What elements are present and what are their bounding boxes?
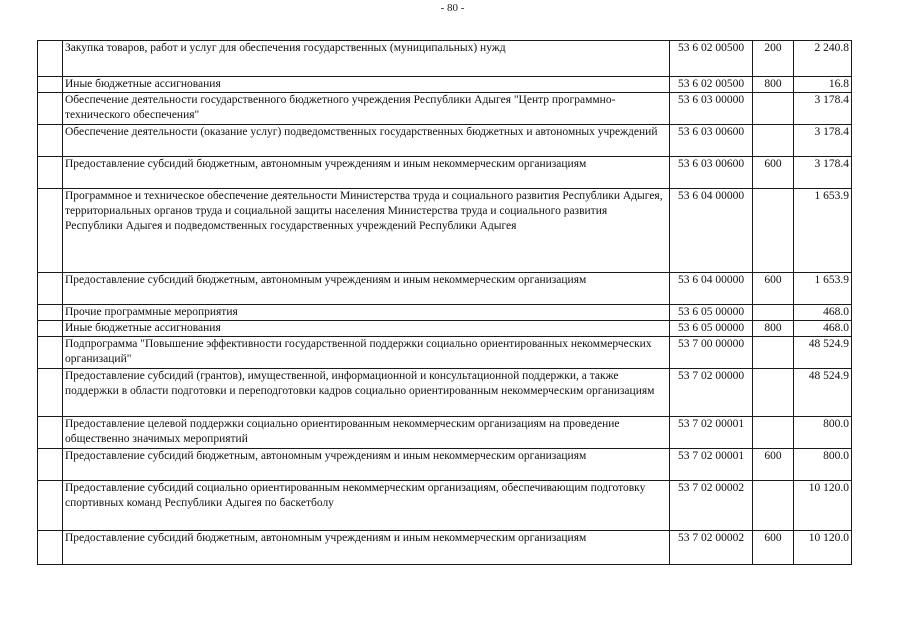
row-description: Закупка товаров, работ и услуг для обеспечения государственных (муниципальных) нужд [63,41,670,77]
row-expense-type: 200 [753,41,794,77]
row-code: 53 6 03 00600 [670,157,753,189]
table-row [38,125,852,157]
blank-cell [38,125,63,157]
blank-cell [38,337,63,369]
row-expense-type [753,481,794,531]
row-amount: 16.8 [794,77,852,93]
row-description: Подпрограмма "Повышение эффективности государственной поддержки социально ориентированных некоммерческих организаций" [63,337,670,369]
blank-cell [38,321,63,337]
blank-cell [38,449,63,481]
row-expense-type: 600 [753,449,794,481]
row-expense-type: 600 [753,273,794,305]
row-description: Программное и техническое обеспечение деятельности Министерства труда и социального развития Республики Адыгея, территориальных органов труда и социальной защиты населения Министерства труда и социального развития Республики Адыгея и подведомственных государственных учреждений Республики Адыгея [63,189,670,273]
row-amount: 800.0 [794,417,852,449]
row-amount: 800.0 [794,449,852,481]
table-row [38,273,852,305]
page-number: - 80 - [440,2,465,14]
table-row [38,189,852,273]
blank-cell [38,41,63,77]
table-row [38,305,852,321]
blank-cell [38,93,63,125]
table-row [38,337,852,369]
row-expense-type [753,305,794,321]
budget-table [37,40,852,565]
blank-cell [38,157,63,189]
blank-cell [38,531,63,565]
row-code: 53 7 02 00001 [670,449,753,481]
table-row [38,77,852,93]
row-amount: 1 653.9 [794,189,852,273]
blank-cell [38,417,63,449]
row-description: Иные бюджетные ассигнования [63,77,670,93]
row-expense-type [753,369,794,417]
row-code: 53 7 02 00000 [670,369,753,417]
row-description: Предоставление целевой поддержки социально ориентированным некоммерческим организациям на проведение общественно значимых мероприятий [63,417,670,449]
row-code: 53 7 02 00002 [670,481,753,531]
table-row [38,321,852,337]
row-amount: 3 178.4 [794,93,852,125]
table-row [38,93,852,125]
row-amount: 468.0 [794,321,852,337]
row-code: 53 6 03 00000 [670,93,753,125]
row-amount: 10 120.0 [794,531,852,565]
table-row [38,449,852,481]
row-expense-type [753,417,794,449]
row-expense-type: 600 [753,157,794,189]
table-row [38,417,852,449]
blank-cell [38,273,63,305]
row-description: Предоставление субсидий бюджетным, автономным учреждениям и иным некоммерческим организациям [63,531,670,565]
row-code: 53 7 02 00001 [670,417,753,449]
row-code: 53 6 05 00000 [670,305,753,321]
row-expense-type [753,189,794,273]
blank-cell [38,189,63,273]
blank-cell [38,77,63,93]
table-row [38,41,852,77]
row-description: Предоставление субсидий (грантов), имущественной, информационной и консультационной поддержки, а также поддержки в области подготовки и переподготовки кадров социально ориентированным некоммерческим организациям [63,369,670,417]
row-amount: 1 653.9 [794,273,852,305]
row-code: 53 6 05 00000 [670,321,753,337]
blank-cell [38,369,63,417]
row-code: 53 6 03 00600 [670,125,753,157]
row-description: Обеспечение деятельности государственного бюджетного учреждения Республики Адыгея "Центр программно-технического обеспечения" [63,93,670,125]
row-amount: 10 120.0 [794,481,852,531]
row-expense-type: 800 [753,77,794,93]
table-row [38,157,852,189]
row-description: Предоставление субсидий бюджетным, автономным учреждениям и иным некоммерческим организациям [63,157,670,189]
row-expense-type: 600 [753,531,794,565]
row-amount: 3 178.4 [794,125,852,157]
row-description: Предоставление субсидий бюджетным, автономным учреждениям и иным некоммерческим организациям [63,449,670,481]
row-code: 53 7 02 00002 [670,531,753,565]
table-row [38,481,852,531]
row-expense-type [753,125,794,157]
table-row [38,369,852,417]
row-amount: 468.0 [794,305,852,321]
row-code: 53 6 04 00000 [670,273,753,305]
table-row [38,531,852,565]
row-code: 53 6 04 00000 [670,189,753,273]
row-code: 53 6 02 00500 [670,41,753,77]
row-amount: 48 524.9 [794,369,852,417]
row-description: Предоставление субсидий бюджетным, автономным учреждениям и иным некоммерческим организациям [63,273,670,305]
row-code: 53 6 02 00500 [670,77,753,93]
row-amount: 3 178.4 [794,157,852,189]
row-amount: 2 240.8 [794,41,852,77]
row-description: Прочие программные мероприятия [63,305,670,321]
row-expense-type: 800 [753,321,794,337]
row-description: Обеспечение деятельности (оказание услуг) подведомственных государственных бюджетных и автономных учреждений [63,125,670,157]
blank-cell [38,305,63,321]
blank-cell [38,481,63,531]
row-description: Предоставление субсидий социально ориентированным некоммерческим организациям, обеспечивающим подготовку спортивных команд Республики Адыгея по баскетболу [63,481,670,531]
row-expense-type [753,337,794,369]
row-expense-type [753,93,794,125]
row-description: Иные бюджетные ассигнования [63,321,670,337]
row-code: 53 7 00 00000 [670,337,753,369]
row-amount: 48 524.9 [794,337,852,369]
